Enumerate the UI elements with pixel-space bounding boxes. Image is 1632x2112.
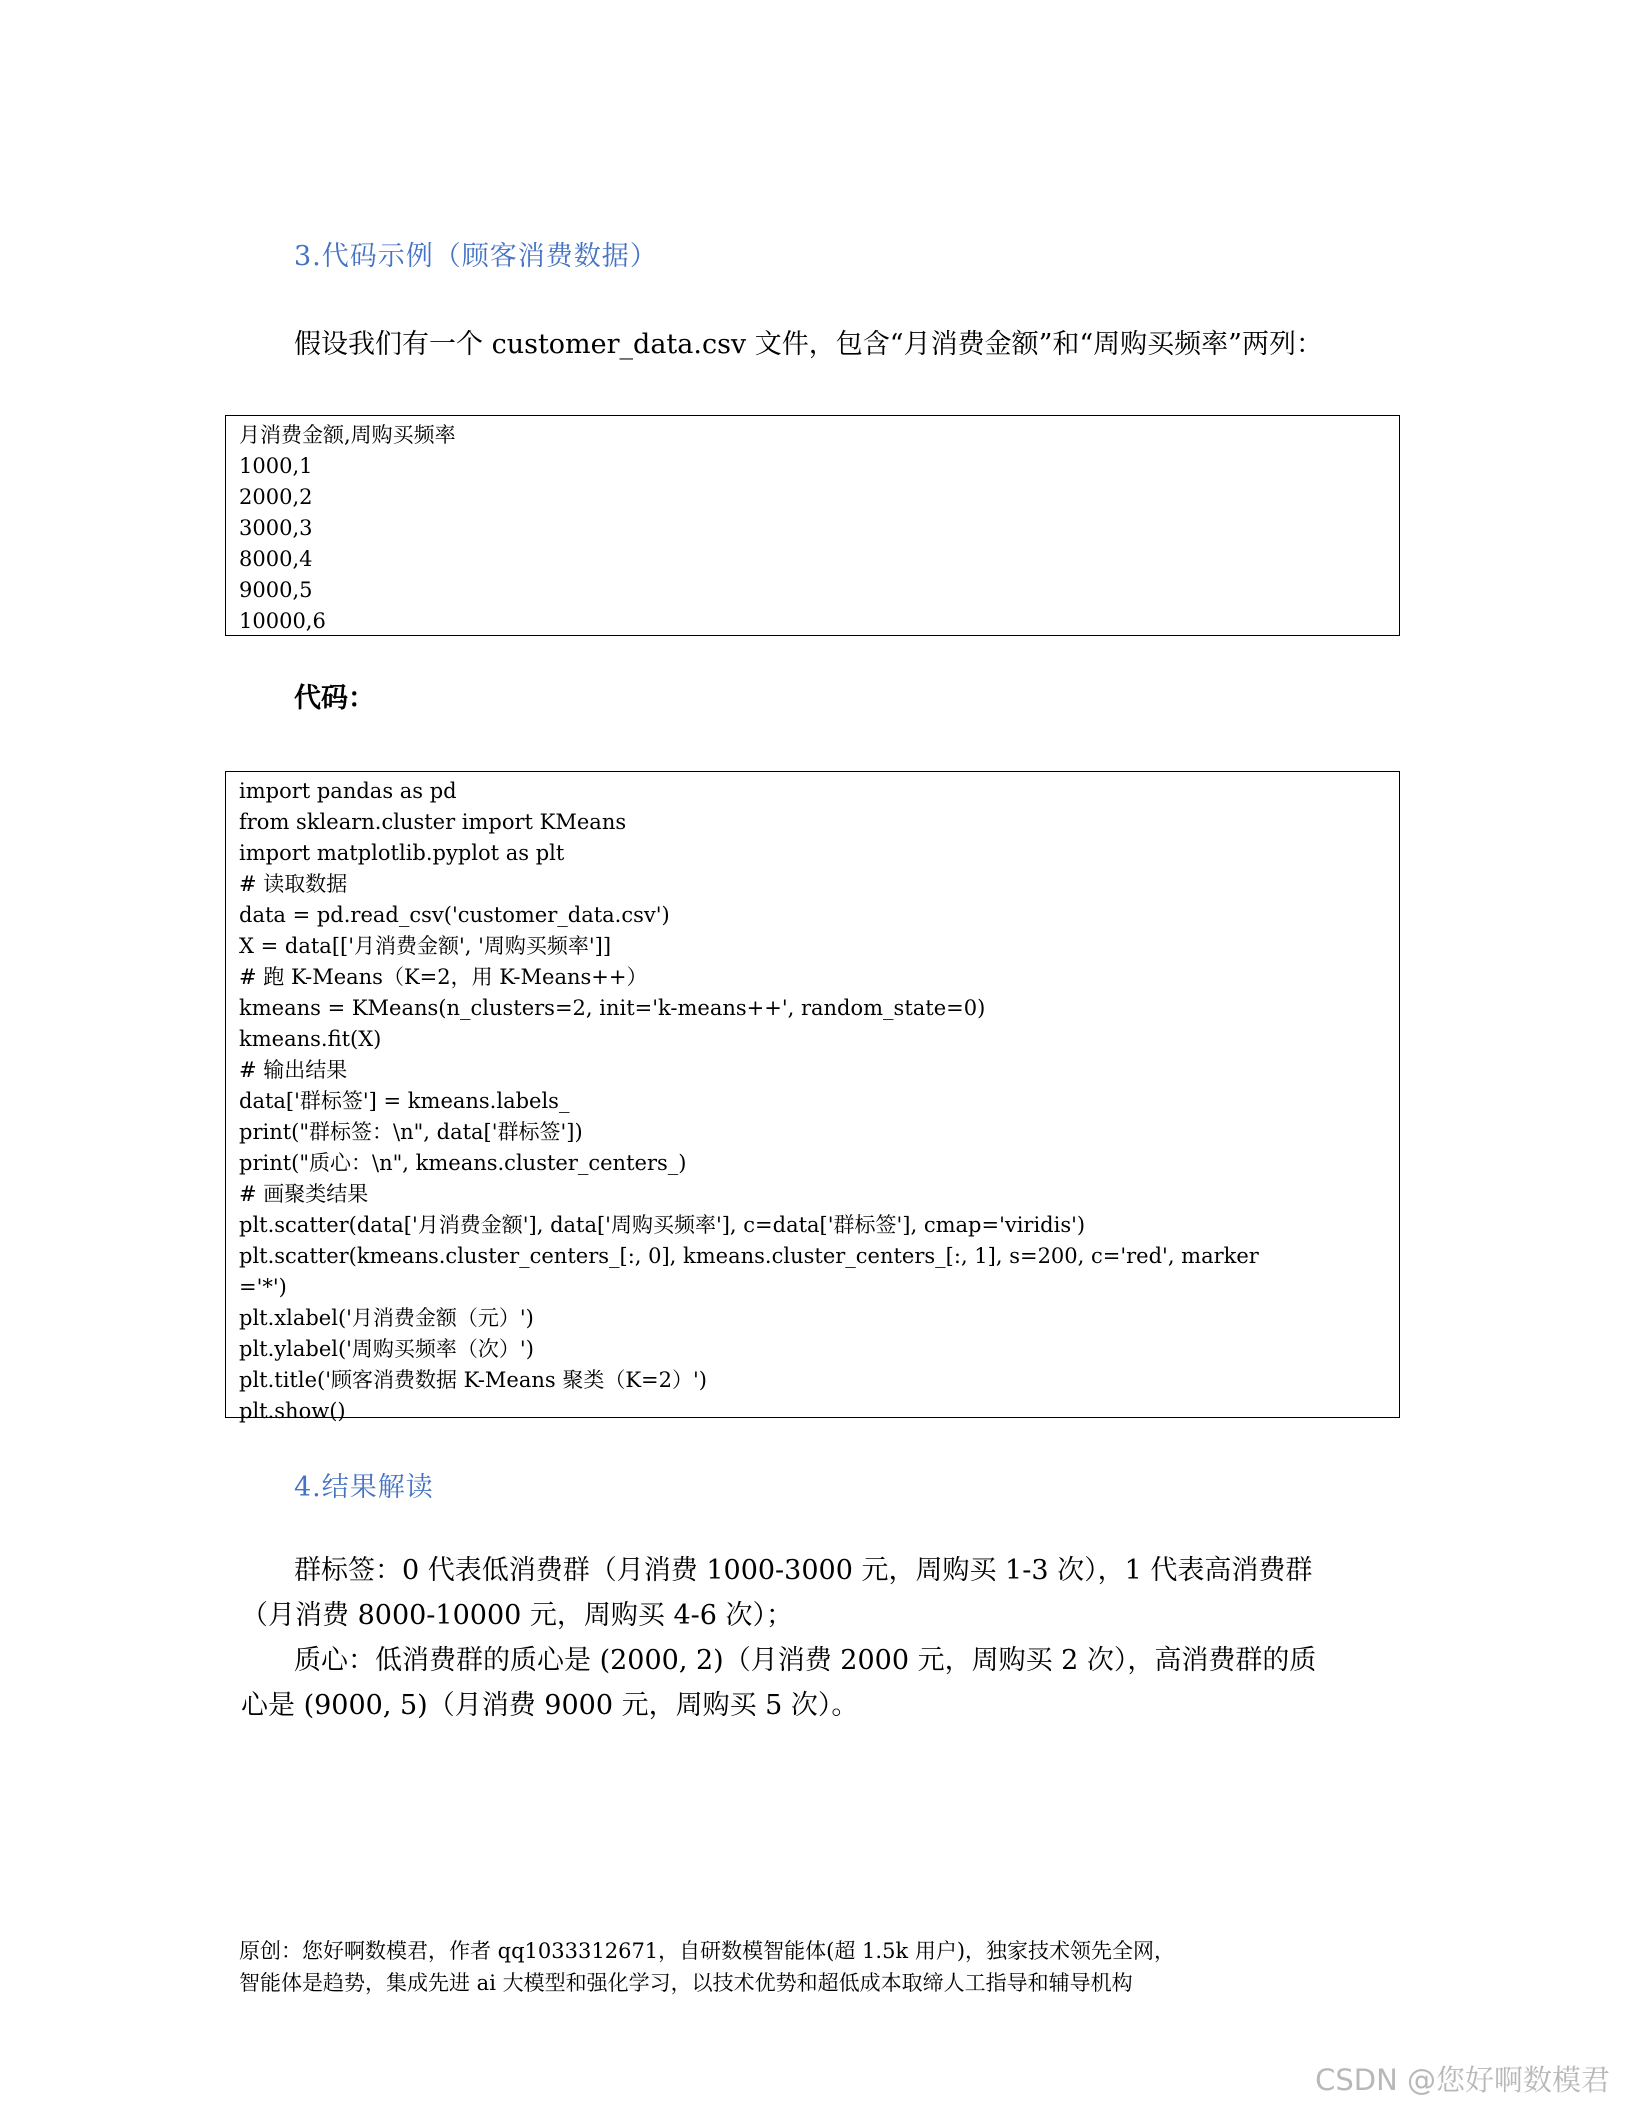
csv-line: 9000,5	[239, 578, 313, 602]
code-line: print("质心：\n", kmeans.cluster_centers_)	[239, 1151, 687, 1175]
csv-line: 10000,6	[239, 609, 326, 633]
footer-line-1: 原创：您好啊数模君，作者 qq1033312671，自研数模智能体(超 1.5k 用户)，独家技术领先全网，	[239, 1939, 1176, 1963]
code-line: import pandas as pd	[239, 779, 457, 803]
code-line: from sklearn.cluster import KMeans	[239, 810, 627, 834]
csv-line: 月消费金额,周购买频率	[239, 423, 456, 447]
code-line: data = pd.read_csv('customer_data.csv')	[239, 903, 670, 927]
code-line: plt.scatter(kmeans.cluster_centers_[:, 0], kmeans.cluster_centers_[:, 1], s=200, c='red', marker	[239, 1244, 1259, 1268]
csv-line: 8000,4	[239, 547, 313, 571]
code-line: # 画聚类结果	[239, 1182, 369, 1206]
result-para-2-line-1: 质心：低消费群的质心是 (2000, 2)（月消费 2000 元，周购买 2 次），高消费群的质	[294, 1645, 1317, 1676]
code-line: X = data[['月消费金额', '周购买频率']]	[239, 934, 612, 958]
csv-line: 3000,3	[239, 516, 313, 540]
code-line: # 读取数据	[239, 872, 348, 896]
code-line: kmeans.fit(X)	[239, 1027, 382, 1051]
code-line: # 跑 K-Means（K=2，用 K-Means++）	[239, 965, 648, 989]
section-3-heading: 3.代码示例（顾客消费数据）	[294, 241, 658, 272]
code-line: # 输出结果	[239, 1058, 348, 1082]
result-para-2-line-2: 心是 (9000, 5)（月消费 9000 元，周购买 5 次）。	[241, 1690, 859, 1721]
code-line: plt.show()	[239, 1399, 346, 1423]
csdn-watermark: CSDN @您好啊数模君	[1315, 2063, 1610, 2097]
result-para-1-line-2: （月消费 8000-10000 元，周购买 4-6 次）；	[241, 1600, 794, 1631]
code-line: print("群标签：\n", data['群标签'])	[239, 1120, 583, 1144]
csv-data-box	[225, 415, 1400, 636]
section-4-heading: 4.结果解读	[294, 1472, 434, 1503]
result-para-1-line-1: 群标签：0 代表低消费群（月消费 1000-3000 元，周购买 1-3 次），1 代表高消费群	[294, 1555, 1313, 1586]
code-line: data['群标签'] = kmeans.labels_	[239, 1089, 570, 1113]
code-line: kmeans = KMeans(n_clusters=2, init='k-means++', random_state=0)	[239, 996, 986, 1020]
code-line: plt.ylabel('周购买频率（次）')	[239, 1337, 534, 1361]
code-box	[225, 771, 1400, 1423]
code-line: import matplotlib.pyplot as plt	[239, 841, 565, 865]
csv-line: 1000,1	[239, 454, 313, 478]
code-line: plt.title('顾客消费数据 K-Means 聚类（K=2）')	[239, 1368, 707, 1392]
code-line: plt.xlabel('月消费金额（元）')	[239, 1306, 534, 1330]
code-line: ='*')	[239, 1275, 287, 1299]
code-line: plt.scatter(data['月消费金额'], data['周购买频率'], c=data['群标签'], cmap='viridis')	[239, 1213, 1086, 1237]
section-3-intro: 假设我们有一个 customer_data.csv 文件，包含“月消费金额”和“周购买频率”两列：	[294, 329, 1323, 360]
footer-line-2: 智能体是趋势，集成先进 ai 大模型和强化学习，以技术优势和超低成本取缔人工指导和辅导机构	[239, 1971, 1133, 1995]
csv-line: 2000,2	[239, 485, 313, 509]
code-label: 代码：	[294, 683, 375, 714]
